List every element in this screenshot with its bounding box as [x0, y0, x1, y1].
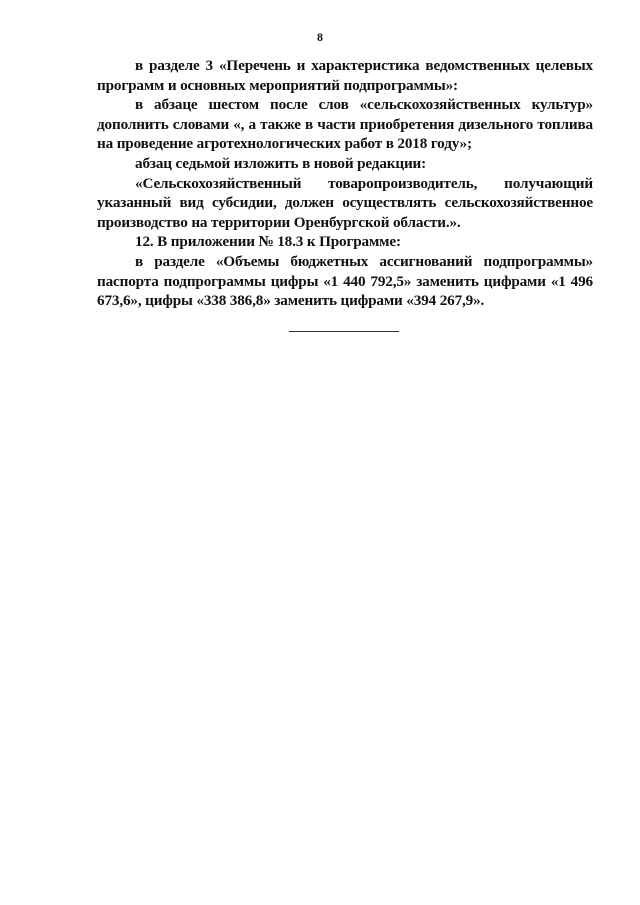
closing-separator-line — [289, 331, 399, 332]
footer-service-line — [178, 889, 598, 895]
paragraph-item-12: 12. В приложении № 18.3 к Программе: — [135, 233, 401, 251]
document-body — [97, 56, 593, 311]
paragraph-section-3-heading: в разделе 3 «Перечень и характеристика ведомственных целевых программ и основных мероприятий подпрограммы»: — [97, 57, 593, 94]
paragraph-seventh-instruction: абзац седьмой изложить в новой редакции: — [135, 154, 427, 172]
page-number: 8 — [317, 30, 323, 44]
paragraph-sixth-amendment: в абзаце шестом после слов «сельскохозяйственных культур» дополнить словами «, а также в части приобретения дизельного топлива на проведение агротехнологических работ в 2018 году»; — [97, 96, 593, 153]
paragraph-new-wording: «Сельскохозяйственный товаропроизводитель, получающий указанный вид субсидии, должен осуществлять сельскохозяйственное производство на территории Оренбургской области.». — [97, 174, 593, 231]
paragraph-budget-figures: в разделе «Объемы бюджетных ассигнований подпрограммы» паспорта подпрограммы цифры «1 440 792,5» заменить цифрами «1 496 673,6», цифры «338 386,8» заменить цифрами «394 267,9». — [97, 252, 593, 310]
